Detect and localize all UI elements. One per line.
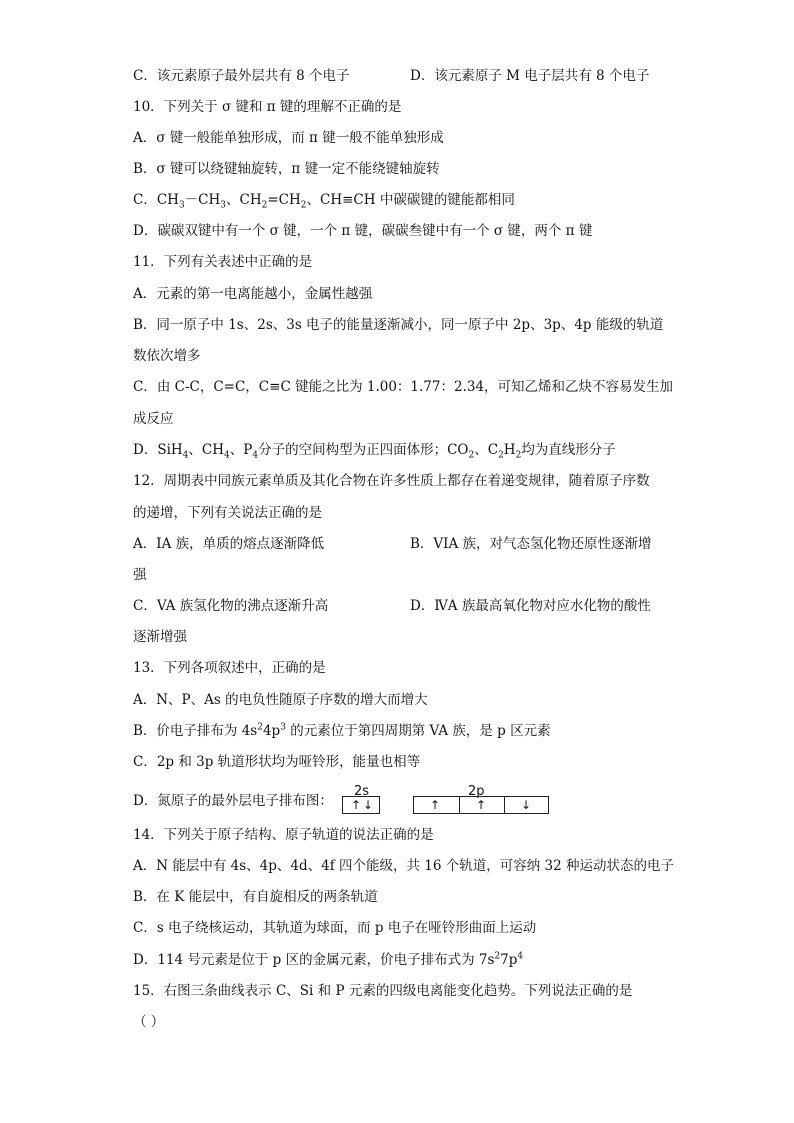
orbital-2p-cell — [504, 797, 549, 813]
q10-option-c: C．$CH_3-CH_3$、$CH_2=CH_2$、CH≡CH 中碳碳键的键能都相同 — [133, 192, 515, 211]
q10-option-a: A．σ 键一般能单独形成，而 π 键一般不能单独形成 — [133, 130, 444, 146]
q14-option-d: D．114 号元素是位于 p 区的金属元素，价电子排布式为 $7s^27p^4$ — [133, 951, 524, 968]
q11-option-d: D．SiH$_4$、$CH_4$、$P_4$分子的空间构型为正四面体形；$CO_2$、$C_2H_2$均为直线形分子 — [133, 442, 616, 461]
q14-stem: 14．下列关于原子结构、原子轨道的说法正确的是 — [133, 827, 434, 843]
q10-stem: 10．下列关于 σ 键和 π 键的理解不正确的是 — [133, 99, 402, 115]
q9-option-c: C．该元素原子最外层共有 8 个电子 — [133, 68, 350, 84]
q12-stem-line2: 的递增，下列有关说法正确的是 — [133, 505, 322, 521]
q11-stem: 11．下列有关表述中正确的是 — [133, 254, 313, 270]
q9-option-d: D．该元素原子 M 电子层共有 8 个电子 — [410, 68, 650, 84]
q14-option-a: A．N 能层中有 4s、4p、4d、4f 四个能级，共 16 个轨道，可容纳 32 种运动状态的电子 — [133, 858, 675, 874]
q10-option-d: D．碳碳双键中有一个 σ 键，一个 π 键，碳碳叁键中有一个 σ 键，两个 π 键 — [133, 223, 593, 239]
q12-option-b: B．VIA 族，对气态氢化物还原性逐渐增 — [410, 536, 652, 552]
q12-stem-line1: 12．周期表中同族元素单质及其化合物在许多性质上都存在着递变规律，随着原子序数 — [133, 473, 650, 489]
q11-option-a: A．元素的第一电离能越小，金属性越强 — [133, 286, 373, 302]
q12-option-b-wrap: 强 — [133, 567, 147, 583]
q11-option-b-line2: 数依次增多 — [133, 348, 201, 364]
arrow-up-icon: ↑ — [430, 798, 441, 812]
orbital-2p-cell — [414, 797, 459, 813]
q13-option-c: C．2p 和 3p 轨道形状均为哑铃形，能量也相等 — [133, 754, 421, 770]
q13-option-b: B．价电子排布为 $4s^24p^3$ 的元素位于第四周期第 VA 族，是 p 区元素 — [133, 722, 551, 739]
orbital-2p-cell — [459, 797, 505, 813]
q15-stem: 15．右图三条曲线表示 C、Si 和 P 元素的四级电离能变化趋势。下列说法正确的是 — [133, 983, 633, 999]
q12-option-d-wrap: 逐渐增强 — [133, 629, 187, 645]
orbital-2p-box — [413, 796, 549, 814]
arrow-up-icon: ↑ — [351, 798, 362, 812]
q12-option-d: D．ⅣA 族最高氧化物对应水化物的酸性 — [410, 598, 651, 614]
orbital-2p-label: 2p — [468, 784, 485, 799]
q14-option-b: B．在 K 能层中，有自旋相反的两条轨道 — [133, 889, 378, 905]
q14-option-c: C．s 电子绕核运动，其轨道为球面，而 p 电子在哑铃形曲面上运动 — [133, 920, 537, 936]
q13-option-a: A．N、P、As 的电负性随原子序数的增大而增大 — [133, 692, 428, 708]
arrow-down-icon: ↓ — [521, 798, 532, 812]
q13-option-d: D．氮原子的最外层电子排布图： — [133, 793, 333, 809]
orbital-2s-label: 2s — [354, 784, 370, 799]
q15-answer-paren: （ ） — [133, 1014, 165, 1030]
orbital-diagram — [340, 784, 550, 814]
q11-option-c-line2: 成反应 — [133, 411, 174, 427]
arrow-up-icon: ↑ — [476, 798, 487, 812]
q11-option-c-line1: C．由 C-C，C=C，C≡C 键能之比为 1.00：1.77：2.34，可知乙烯和乙炔不容易发生加 — [133, 379, 674, 395]
q12-option-a: A．IA 族，单质的熔点逐渐降低 — [133, 536, 325, 552]
q11-option-b-line1: B．同一原子中 1s、2s、3s 电子的能量逐渐减小，同一原子中 2p、3p、4p 能级的轨道 — [133, 317, 664, 333]
q10-option-b: B．σ 键可以绕键轴旋转，π 键一定不能绕键轴旋转 — [133, 161, 440, 177]
orbital-2s-box — [342, 796, 380, 814]
q12-option-c: C．VA 族氢化物的沸点逐渐升高 — [133, 598, 329, 614]
arrow-down-icon: ↓ — [363, 798, 374, 812]
q13-stem: 13．下列各项叙述中，正确的是 — [133, 660, 326, 676]
